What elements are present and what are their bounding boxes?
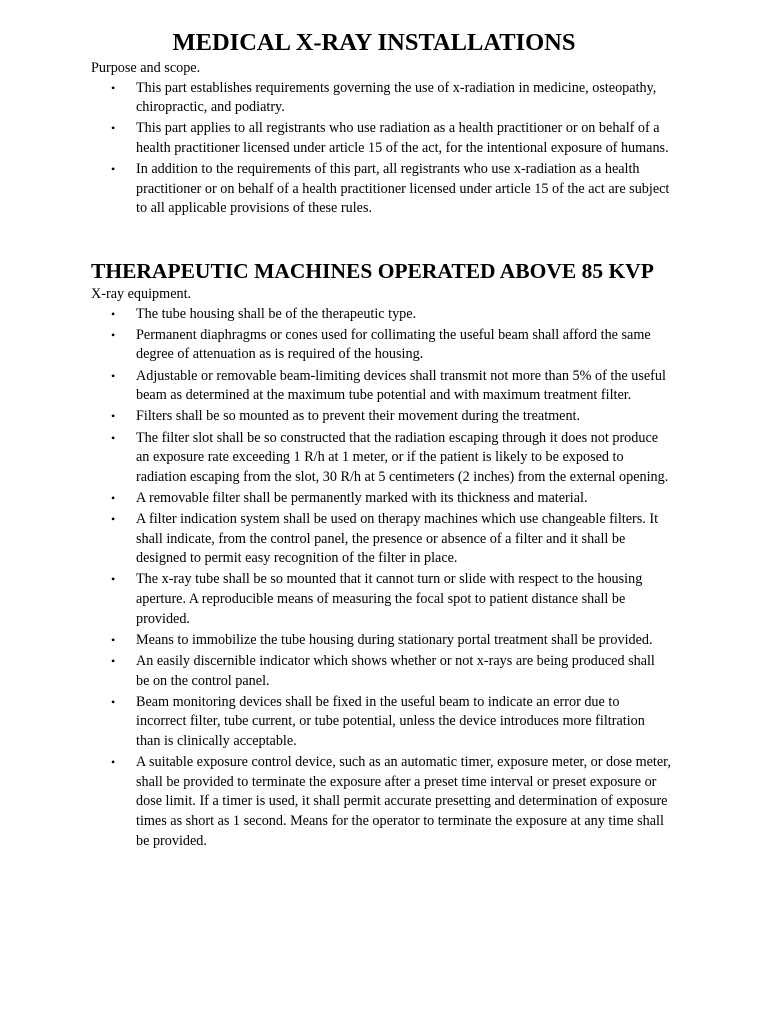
list-item <box>91 631 671 651</box>
bullet-icon: • <box>111 162 116 177</box>
bullet-icon: • <box>111 512 116 527</box>
bullet-icon: • <box>111 409 116 424</box>
list-item <box>91 652 671 691</box>
page-title: MEDICAL X-RAY INSTALLATIONS <box>172 29 576 56</box>
list-item <box>91 753 671 851</box>
list-item-text: The tube housing shall be of the therapeutic type. <box>136 305 417 322</box>
list-item <box>91 79 671 118</box>
list-item <box>91 693 671 752</box>
list-item <box>91 326 671 365</box>
equipment-list <box>91 305 671 852</box>
list-item-text: An easily discernible indicator which shows whether or not x-rays are being produced shall be on the control panel. <box>136 653 655 689</box>
list-item-text: A suitable exposure control device, such as an automatic timer, exposure meter, or dose meter, shall be provided to terminate the exposure after a preset time interval or preset exposure or dose limit. If a timer is used, it shall permit accurate presetting and determination of exposure times as short as 1 second. Means for the operator to terminate the exposure at any time shall be provided. <box>136 754 671 849</box>
list-item-text: This part establishes requirements governing the use of x-radiation in medicine, osteopathy, chiropractic, and podiatry. <box>136 79 657 116</box>
list-item-text: Permanent diaphragms or cones used for collimating the useful beam shall afford the same degree of attenuation as is required of the housing. <box>136 326 651 363</box>
bullet-icon: • <box>111 572 116 587</box>
list-item <box>91 489 671 509</box>
list-item-text: Filters shall be so mounted as to prevent their movement during the treatment. <box>136 408 581 425</box>
list-item <box>91 160 671 219</box>
list-item <box>91 570 671 629</box>
bullet-icon: • <box>111 694 116 709</box>
list-item-text: This part applies to all registrants who use radiation as a health practitioner or on behalf of a health practitioner licensed under article 15 of the act, for the intentional exposure of humans. <box>136 120 669 156</box>
bullet-icon: • <box>111 755 116 770</box>
list-item <box>91 407 671 427</box>
purpose-list <box>91 79 671 219</box>
bullet-icon: • <box>111 632 116 647</box>
bullet-icon: • <box>111 430 116 445</box>
list-item <box>91 305 671 325</box>
purpose-section <box>91 59 671 221</box>
bullet-icon: • <box>111 368 116 383</box>
list-item-text: The x-ray tube shall be so mounted that it cannot turn or slide with respect to the housing aperture. A reproducible means of measuring the focal spot to patient distance shall be provided. <box>136 571 643 627</box>
bullet-icon: • <box>111 80 116 95</box>
bullet-icon: • <box>111 490 116 505</box>
list-item-text: The filter slot shall be so constructed that the radiation escaping through it does not produce an exposure rate exceeding 1 R/h at 1 meter, or if the patient is likely to be exposed to radiation escaping from the slot, 30 R/h at 5 centimeters (2 inches) from the external opening. <box>136 429 669 485</box>
list-item <box>91 510 671 569</box>
bullet-icon: • <box>111 654 116 669</box>
list-item-text: In addition to the requirements of this part, all registrants who use x-radiation as a health practitioner or on behalf of a health practitioner licensed under article 15 of the act are subject to all applicable provisions of these rules. <box>136 161 670 217</box>
purpose-intro: Purpose and scope. <box>91 60 201 76</box>
equipment-intro: X-ray equipment. <box>91 286 192 302</box>
list-item-text: A filter indication system shall be used on therapy machines which use changeable filters. It shall indicate, from the control panel, the presence or absence of a filter and it shall be designed to permit easy recognition of the filter in place. <box>136 511 659 567</box>
list-item-text: Adjustable or removable beam-limiting devices shall transmit not more than 5% of the useful beam as determined at the maximum tube potential and with maximum treatment filter. <box>136 367 666 404</box>
list-item <box>91 367 671 406</box>
bullet-icon: • <box>111 121 116 136</box>
therapeutic-section <box>91 257 671 853</box>
bullet-icon: • <box>111 327 116 342</box>
list-item <box>91 119 671 158</box>
list-item <box>91 429 671 488</box>
list-item-text: Means to immobilize the tube housing during stationary portal treatment shall be provided. <box>136 631 653 648</box>
list-item-text: A removable filter shall be permanently marked with its thickness and material. <box>136 489 588 506</box>
section-heading: THERAPEUTIC MACHINES OPERATED ABOVE 85 KVP <box>91 259 654 283</box>
list-item-text: Beam monitoring devices shall be fixed in the useful beam to indicate an error due to incorrect filter, tube current, or tube potential, unless the device introduces more filtration than is clinically acceptable. <box>136 693 645 749</box>
bullet-icon: • <box>111 306 116 321</box>
